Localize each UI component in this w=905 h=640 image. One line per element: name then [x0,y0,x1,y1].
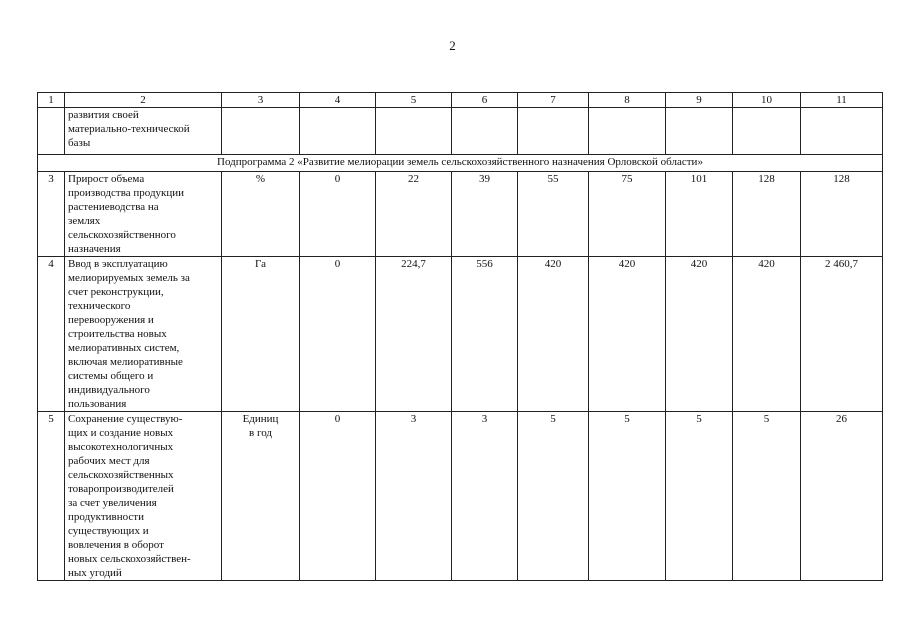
value-cell: 0 [300,257,376,412]
column-number-row [38,93,883,108]
value-cell: 224,7 [376,257,452,412]
indicator-name: Прирост объема производства продукции растениеводства на землях сельскохозяйственного назначения [65,172,222,257]
value-cell [518,108,589,155]
page-number: 2 [449,38,456,53]
row-number: 3 [38,172,65,257]
column-header: 7 [518,93,589,108]
unit-cell: % [222,172,300,257]
value-cell [376,108,452,155]
value-cell [801,108,883,155]
column-header: 4 [300,93,376,108]
table-body [38,93,883,581]
value-cell: 101 [666,172,733,257]
column-header: 3 [222,93,300,108]
value-cell: 128 [801,172,883,257]
value-cell: 0 [300,412,376,581]
value-cell [452,108,518,155]
value-cell: 26 [801,412,883,581]
column-header: 8 [589,93,666,108]
unit-cell: Га [222,257,300,412]
column-header: 5 [376,93,452,108]
row-number [38,108,65,155]
indicators-table [37,92,883,581]
unit-cell [222,108,300,155]
column-header: 6 [452,93,518,108]
value-cell [589,108,666,155]
table-row [38,412,883,581]
value-cell: 5 [733,412,801,581]
value-cell: 128 [733,172,801,257]
value-cell [733,108,801,155]
column-header: 2 [65,93,222,108]
indicator-name: Ввод в эксплуатацию мелиорируемых земель за счет реконструкции, технического перевооружения и строительства новых мелиоративных систем, включая мелиоративные системы общего и индивидуального пользования [65,257,222,412]
unit-cell: Единиц в год [222,412,300,581]
value-cell [666,108,733,155]
value-cell: 2 460,7 [801,257,883,412]
value-cell: 5 [518,412,589,581]
value-cell: 3 [452,412,518,581]
value-cell: 5 [666,412,733,581]
column-header: 9 [666,93,733,108]
table-row [38,172,883,257]
indicator-name: развития своей материально-технической базы [65,108,222,155]
row-number: 5 [38,412,65,581]
column-header: 1 [38,93,65,108]
indicator-name: Сохранение существую- щих и создание новых высокотехнологичных рабочих мест для сельскохозяйственных товаропроизводителей за счет увеличения продуктивности существующих и вовлечения в оборот новых сельскохозяйствен- ных угодий [65,412,222,581]
value-cell: 556 [452,257,518,412]
value-cell: 39 [452,172,518,257]
value-cell: 420 [518,257,589,412]
value-cell: 75 [589,172,666,257]
row-number: 4 [38,257,65,412]
value-cell: 55 [518,172,589,257]
value-cell: 0 [300,172,376,257]
value-cell: 420 [733,257,801,412]
value-cell: 3 [376,412,452,581]
table-row [38,257,883,412]
value-cell: 22 [376,172,452,257]
value-cell: 5 [589,412,666,581]
value-cell: 420 [666,257,733,412]
column-header: 10 [733,93,801,108]
column-header: 11 [801,93,883,108]
value-cell: 420 [589,257,666,412]
subprogram-row [38,155,883,172]
continuation-row [38,108,883,155]
subprogram-title: Подпрограмма 2 «Развитие мелиорации земель сельскохозяйственного назначения Орловской области» [38,155,883,172]
value-cell [300,108,376,155]
